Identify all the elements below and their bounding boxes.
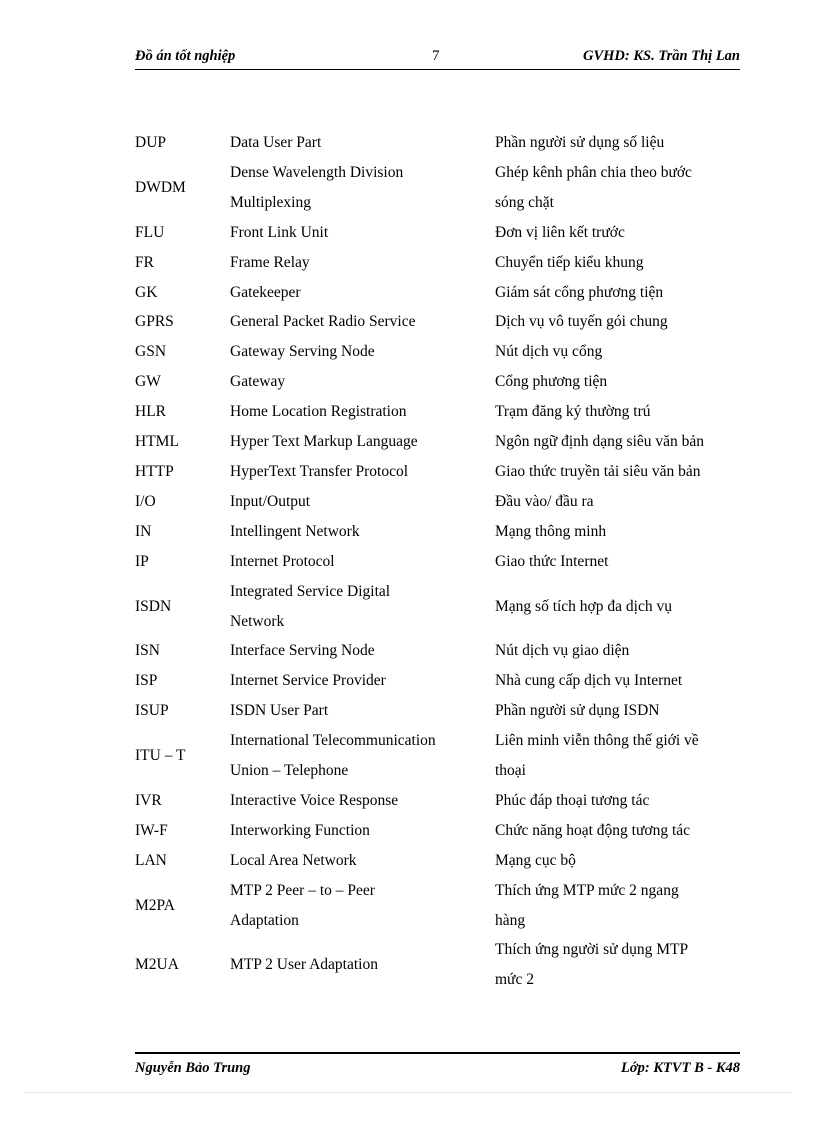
abbreviation: LAN	[135, 851, 167, 869]
english-term-line: Gatekeeper	[230, 283, 301, 301]
english-term	[230, 726, 495, 786]
table-row	[135, 876, 740, 936]
vietnamese-term	[495, 592, 740, 622]
vietnamese-term	[495, 248, 740, 278]
table-row	[135, 367, 740, 397]
vietnamese-term-line: Mạng thông minh	[495, 522, 607, 540]
table-row	[135, 517, 740, 547]
abbreviation: FR	[135, 253, 154, 271]
abbreviation: M2UA	[135, 956, 179, 974]
english-term	[230, 457, 495, 487]
vietnamese-term	[495, 517, 740, 547]
english-term-line: Integrated Service Digital	[230, 582, 391, 600]
english-term-line: MTP 2 Peer – to – Peer	[230, 881, 375, 899]
english-term	[230, 278, 495, 308]
vietnamese-term-line: Chuyển tiếp kiểu khung	[495, 253, 644, 271]
vietnamese-term-line: Cổng phương tiện	[495, 373, 608, 391]
english-term	[230, 517, 495, 547]
english-term-line: HyperText Transfer Protocol	[230, 462, 409, 480]
table-row	[135, 248, 740, 278]
table-row	[135, 636, 740, 666]
vietnamese-term	[495, 307, 740, 337]
english-term	[230, 158, 495, 218]
abbreviation: GW	[135, 373, 161, 391]
english-term-line: Union – Telephone	[230, 762, 349, 780]
vietnamese-term-line: Dịch vụ vô tuyến gói chung	[495, 313, 668, 331]
abbreviation: FLU	[135, 223, 165, 241]
vietnamese-term-line: Phần người sử dụng số liệu	[495, 134, 665, 151]
english-term-line: Front Link Unit	[230, 223, 329, 241]
abbreviation: IVR	[135, 791, 162, 809]
english-term	[230, 248, 495, 278]
abbreviation: I/O	[135, 492, 156, 510]
english-term-line: Frame Relay	[230, 253, 310, 271]
vietnamese-term	[495, 487, 740, 517]
english-term-line: MTP 2 User Adaptation	[230, 956, 378, 974]
page-header	[135, 47, 740, 70]
abbreviation: ISN	[135, 642, 160, 660]
english-term	[230, 816, 495, 846]
vietnamese-term-line: Thích ứng MTP mức 2 ngang	[495, 881, 679, 899]
abbreviation: IN	[135, 522, 152, 540]
english-term-line: Adaptation	[230, 911, 299, 929]
vietnamese-term	[495, 876, 740, 936]
english-term-line: Dense Wavelength Division	[230, 163, 404, 181]
vietnamese-term-line: mức 2	[495, 971, 534, 989]
table-row	[135, 846, 740, 876]
vietnamese-term	[495, 846, 740, 876]
english-term-line: Interface Serving Node	[230, 642, 375, 660]
vietnamese-term	[495, 816, 740, 846]
english-term	[230, 218, 495, 248]
english-term	[230, 577, 495, 637]
english-term-line: Interworking Function	[230, 821, 370, 839]
english-term-line: Internet Service Provider	[230, 672, 386, 690]
abbreviation-table	[135, 128, 740, 995]
vietnamese-term	[495, 935, 740, 995]
english-term-line: Input/Output	[230, 492, 311, 510]
english-term	[230, 427, 495, 457]
english-term	[230, 367, 495, 397]
english-term-line: Hyper Text Markup Language	[230, 433, 418, 451]
vietnamese-term-line: Nhà cung cấp dịch vụ Internet	[495, 672, 683, 690]
abbreviation: DUP	[135, 134, 167, 151]
page-footer	[135, 1052, 740, 1078]
abbreviation: ISP	[135, 672, 158, 690]
english-term-line: Gateway Serving Node	[230, 343, 375, 361]
table-row	[135, 786, 740, 816]
abbreviation: GPRS	[135, 313, 174, 331]
abbreviation: ISDN	[135, 597, 172, 615]
table-row	[135, 547, 740, 577]
vietnamese-term	[495, 666, 740, 696]
abbreviation: HLR	[135, 403, 166, 421]
english-term	[230, 337, 495, 367]
abbreviation: HTTP	[135, 462, 174, 480]
table-row	[135, 427, 740, 457]
table-row	[135, 307, 740, 337]
english-term	[230, 876, 495, 936]
page-edge-divider	[25, 1092, 791, 1093]
vietnamese-term-line: Giao thức truyền tải siêu văn bản	[495, 462, 701, 480]
footer-author: Nguyễn Bảo Trung	[135, 1060, 251, 1076]
english-term	[230, 666, 495, 696]
table-row	[135, 128, 740, 158]
english-term	[230, 128, 495, 158]
vietnamese-term-line: Phúc đáp thoại tương tác	[495, 791, 650, 809]
table-row	[135, 726, 740, 786]
table-row	[135, 696, 740, 726]
table-row	[135, 487, 740, 517]
vietnamese-term-line: Ngôn ngữ định dạng siêu văn bản	[495, 433, 705, 451]
vietnamese-term	[495, 786, 740, 816]
abbreviation: HTML	[135, 433, 179, 451]
english-term-line: General Packet Radio Service	[230, 313, 416, 331]
english-term	[230, 950, 495, 980]
vietnamese-term-line: thoại	[495, 762, 526, 780]
vietnamese-term-line: Đầu vào/ đầu ra	[495, 492, 594, 510]
english-term-line: Multiplexing	[230, 193, 311, 211]
vietnamese-term	[495, 367, 740, 397]
vietnamese-term-line: Nút dịch vụ cổng	[495, 343, 603, 361]
table-row	[135, 218, 740, 248]
vietnamese-term-line: Liên minh viễn thông thế giới về	[495, 732, 699, 750]
table-row	[135, 457, 740, 487]
vietnamese-term-line: Thích ứng người sử dụng MTP	[495, 941, 689, 959]
vietnamese-term	[495, 547, 740, 577]
vietnamese-term-line: Chức năng hoạt động tương tác	[495, 821, 691, 839]
table-row	[135, 577, 740, 637]
english-term	[230, 846, 495, 876]
vietnamese-term	[495, 218, 740, 248]
header-thesis-title: Đồ án tốt nghiệp	[135, 48, 236, 64]
english-term	[230, 397, 495, 427]
english-term	[230, 786, 495, 816]
english-term-line: Local Area Network	[230, 851, 357, 869]
abbreviation: M2PA	[135, 896, 175, 914]
abbreviation: IP	[135, 552, 149, 570]
vietnamese-term	[495, 128, 740, 158]
table-row	[135, 816, 740, 846]
vietnamese-term-line: Mạng số tích hợp đa dịch vụ	[495, 597, 672, 615]
vietnamese-term-line: Nút dịch vụ giao diện	[495, 642, 630, 660]
table-row	[135, 666, 740, 696]
abbreviation: ISUP	[135, 702, 169, 720]
vietnamese-term-line: Giao thức Internet	[495, 552, 609, 570]
english-term	[230, 547, 495, 577]
english-term-line: Gateway	[230, 373, 286, 391]
footer-class: Lớp: KTVT B - K48	[621, 1060, 740, 1076]
abbreviation: GSN	[135, 343, 167, 361]
table-row	[135, 397, 740, 427]
table-row	[135, 337, 740, 367]
abbreviation: ITU – T	[135, 747, 186, 765]
abbreviation: DWDM	[135, 178, 186, 196]
english-term-line: Intellingent Network	[230, 522, 360, 540]
english-term	[230, 487, 495, 517]
vietnamese-term	[495, 427, 740, 457]
vietnamese-term	[495, 636, 740, 666]
vietnamese-term-line: Giám sát cổng phương tiện	[495, 283, 664, 301]
header-page-number: 7	[432, 48, 440, 64]
vietnamese-term	[495, 158, 740, 218]
vietnamese-term	[495, 696, 740, 726]
table-row	[135, 935, 740, 995]
vietnamese-term-line: sóng chặt	[495, 193, 554, 211]
english-term-line: Home Location Registration	[230, 403, 407, 421]
english-term-line: ISDN User Part	[230, 702, 329, 720]
vietnamese-term-line: Trạm đăng ký thường trú	[495, 403, 651, 421]
abbreviation: IW-F	[135, 821, 168, 839]
table-row	[135, 158, 740, 218]
vietnamese-term	[495, 726, 740, 786]
vietnamese-term-line: Phần người sử dụng ISDN	[495, 702, 660, 720]
english-term	[230, 307, 495, 337]
vietnamese-term-line: Đơn vị liên kết trước	[495, 223, 625, 241]
english-term	[230, 696, 495, 726]
vietnamese-term-line: Ghép kênh phân chia theo bước	[495, 163, 692, 181]
english-term-line: Data User Part	[230, 134, 322, 151]
vietnamese-term	[495, 397, 740, 427]
vietnamese-term	[495, 457, 740, 487]
english-term	[230, 636, 495, 666]
english-term-line: Interactive Voice Response	[230, 791, 399, 809]
english-term-line: Internet Protocol	[230, 552, 335, 570]
vietnamese-term-line: Mạng cục bộ	[495, 851, 576, 869]
vietnamese-term	[495, 337, 740, 367]
header-supervisor: GVHD: KS. Trần Thị Lan	[583, 48, 740, 64]
english-term-line: Network	[230, 612, 285, 630]
english-term-line: International Telecommunication	[230, 732, 436, 750]
vietnamese-term	[495, 278, 740, 308]
abbreviation: GK	[135, 283, 158, 301]
vietnamese-term-line: hàng	[495, 911, 526, 929]
table-row	[135, 278, 740, 308]
